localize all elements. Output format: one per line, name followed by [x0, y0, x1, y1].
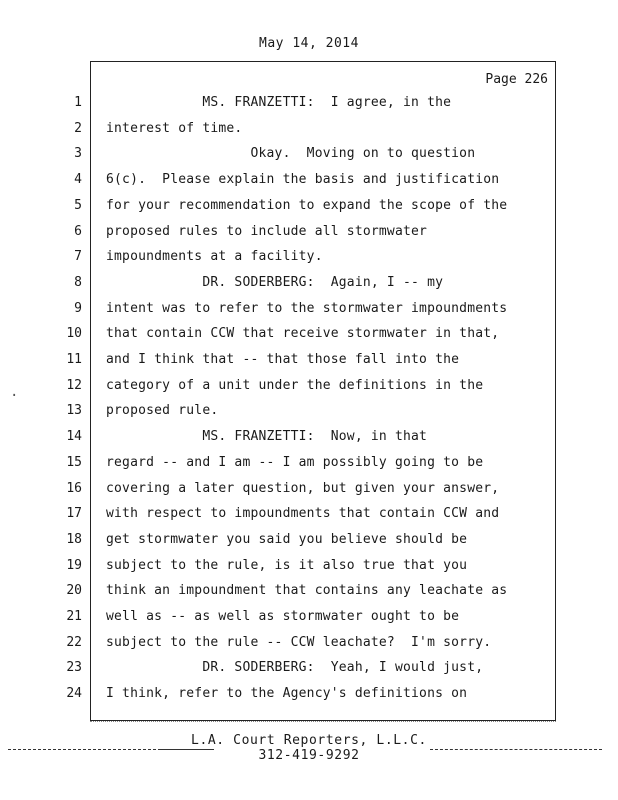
transcript-line: category of a unit under the definitions in the — [106, 378, 484, 393]
line-number: 13 — [66, 403, 82, 418]
line-number: 21 — [66, 609, 82, 624]
transcript-line: covering a later question, but given your answer, — [106, 481, 500, 496]
line-number: 22 — [66, 635, 82, 650]
page-number: Page 226 — [485, 72, 548, 87]
line-number: 1 — [74, 95, 82, 110]
line-number: 24 — [66, 686, 82, 701]
transcript-line: interest of time. — [106, 121, 243, 136]
line-number: 11 — [66, 352, 82, 367]
transcript-line: think an impoundment that contains any leachate as — [106, 583, 508, 598]
line-number: 17 — [66, 506, 82, 521]
transcript-line: impoundments at a facility. — [106, 249, 323, 264]
line-number: 2 — [74, 121, 82, 136]
transcript-line: MS. FRANZETTI: I agree, in the — [106, 95, 452, 110]
header-date: May 14, 2014 — [259, 36, 359, 51]
transcript-line: I think, refer to the Agency's definitions on — [106, 686, 468, 701]
transcript-line: proposed rule. — [106, 403, 219, 418]
line-number: 20 — [66, 583, 82, 598]
transcript-line: and I think that -- that those fall into the — [106, 352, 460, 367]
line-number: 14 — [66, 429, 82, 444]
transcript-line: proposed rules to include all stormwater — [106, 224, 428, 239]
line-number: 19 — [66, 558, 82, 573]
transcript-line: DR. SODERBERG: Again, I -- my — [106, 275, 444, 290]
line-number: 15 — [66, 455, 82, 470]
transcript-line: MS. FRANZETTI: Now, in that — [106, 429, 428, 444]
line-number: 12 — [66, 378, 82, 393]
transcript-line: DR. SODERBERG: Yeah, I would just, — [106, 660, 484, 675]
footer-phone: 312-419-9292 — [258, 748, 360, 763]
transcript-line: 6(c). Please explain the basis and justification — [106, 172, 500, 187]
transcript-line: Okay. Moving on to question — [106, 146, 476, 161]
transcript-line: with respect to impoundments that contain CCW and — [106, 506, 500, 521]
transcript-line: get stormwater you said you believe should be — [106, 532, 468, 547]
frame-bottom-shadow — [90, 721, 556, 725]
line-number: 16 — [66, 481, 82, 496]
transcript-line: well as -- as well as stormwater ought to be — [106, 609, 460, 624]
line-number: 10 — [66, 326, 82, 341]
transcript-line: intent was to refer to the stormwater impoundments — [106, 301, 508, 316]
line-number: 6 — [74, 224, 82, 239]
transcript-line: that contain CCW that receive stormwater in that, — [106, 326, 500, 341]
line-number: 7 — [74, 249, 82, 264]
line-number: 5 — [74, 198, 82, 213]
transcript-line: subject to the rule -- CCW leachate? I'm sorry. — [106, 635, 492, 650]
line-number: 4 — [74, 172, 82, 187]
line-number: 23 — [66, 660, 82, 675]
transcript-line: subject to the rule, is it also true that you — [106, 558, 468, 573]
line-number: 18 — [66, 532, 82, 547]
footer-company: L.A. Court Reporters, L.L.C. — [191, 733, 427, 748]
line-number: 8 — [74, 275, 82, 290]
line-number: 9 — [74, 301, 82, 316]
transcript-line: for your recommendation to expand the scope of the — [106, 198, 508, 213]
line-number: 3 — [74, 146, 82, 161]
margin-mark: · — [10, 388, 19, 404]
transcript-line: regard -- and I am -- I am possibly going to be — [106, 455, 484, 470]
